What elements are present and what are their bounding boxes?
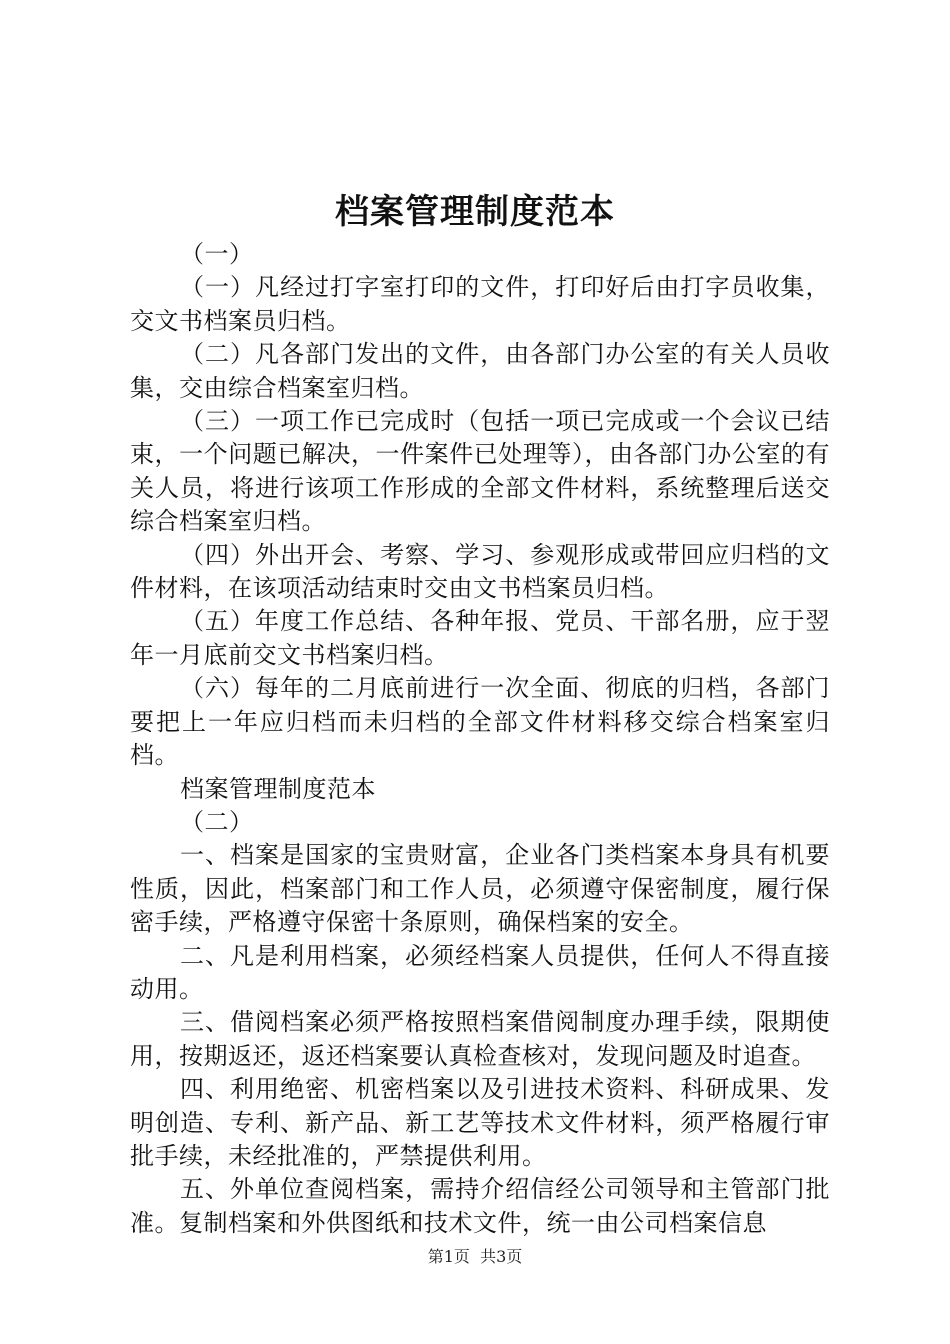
document-body <box>130 238 830 1240</box>
paragraph: 五、外单位查阅档案，需持介绍信经公司领导和主管部门批准。复制档案和外供图纸和技术文件，统一由公司档案信息 <box>130 1175 830 1237</box>
paragraph: （五）年度工作总结、各种年报、党员、干部名册，应于翌年一月底前交文书档案归档。 <box>130 607 830 669</box>
paragraph: （三）一项工作已完成时（包括一项已完成或一个会议已结束，一个问题已解决，一件案件已处理等），由各部门办公室的有关人员，将进行该项工作形成的全部文件材料，系统整理后送交综合档案室归档。 <box>130 407 830 536</box>
paragraph: （一） <box>180 240 254 268</box>
paragraph: （二）凡各部门发出的文件，由各部门办公室的有关人员收集，交由综合档案室归档。 <box>130 340 830 402</box>
section-heading: 档案管理制度范本 <box>180 774 376 803</box>
paragraph: 三、借阅档案必须严格按照档案借阅制度办理手续，限期使用，按期返还，返还档案要认真检查核对，发现问题及时追查。 <box>130 1008 830 1070</box>
paragraph: （一）凡经过打字室打印的文件，打印好后由打字员收集，交文书档案员归档。 <box>130 273 830 335</box>
paragraph: 一、档案是国家的宝贵财富，企业各门类档案本身具有机要性质，因此，档案部门和工作人员，必须遵守保密制度，履行保密手续，严格遵守保密十条原则，确保档案的安全。 <box>130 841 830 937</box>
page-footer <box>0 1244 950 1267</box>
paragraph: （四）外出开会、考察、学习、参观形成或带回应归档的文件材料，在该项活动结束时交由文书档案员归档。 <box>130 540 830 603</box>
paragraph: （六）每年的二月底前进行一次全面、彻底的归档，各部门要把上一年应归档而未归档的全部文件材料移交综合档案室归档。 <box>130 674 830 770</box>
page-number: 第1页 共3页 <box>427 1247 523 1266</box>
paragraph: 二、凡是利用档案，必须经档案人员提供，任何人不得直接动用。 <box>130 941 830 1003</box>
paragraph: 四、利用绝密、机密档案以及引进技术资料、科研成果、发明创造、专利、新产品、新工艺等技术文件材料，须严格履行审批手续，未经批准的，严禁提供利用。 <box>130 1075 830 1170</box>
document-title: 档案管理制度范本 <box>335 192 615 232</box>
paragraph: （二） <box>180 807 254 836</box>
